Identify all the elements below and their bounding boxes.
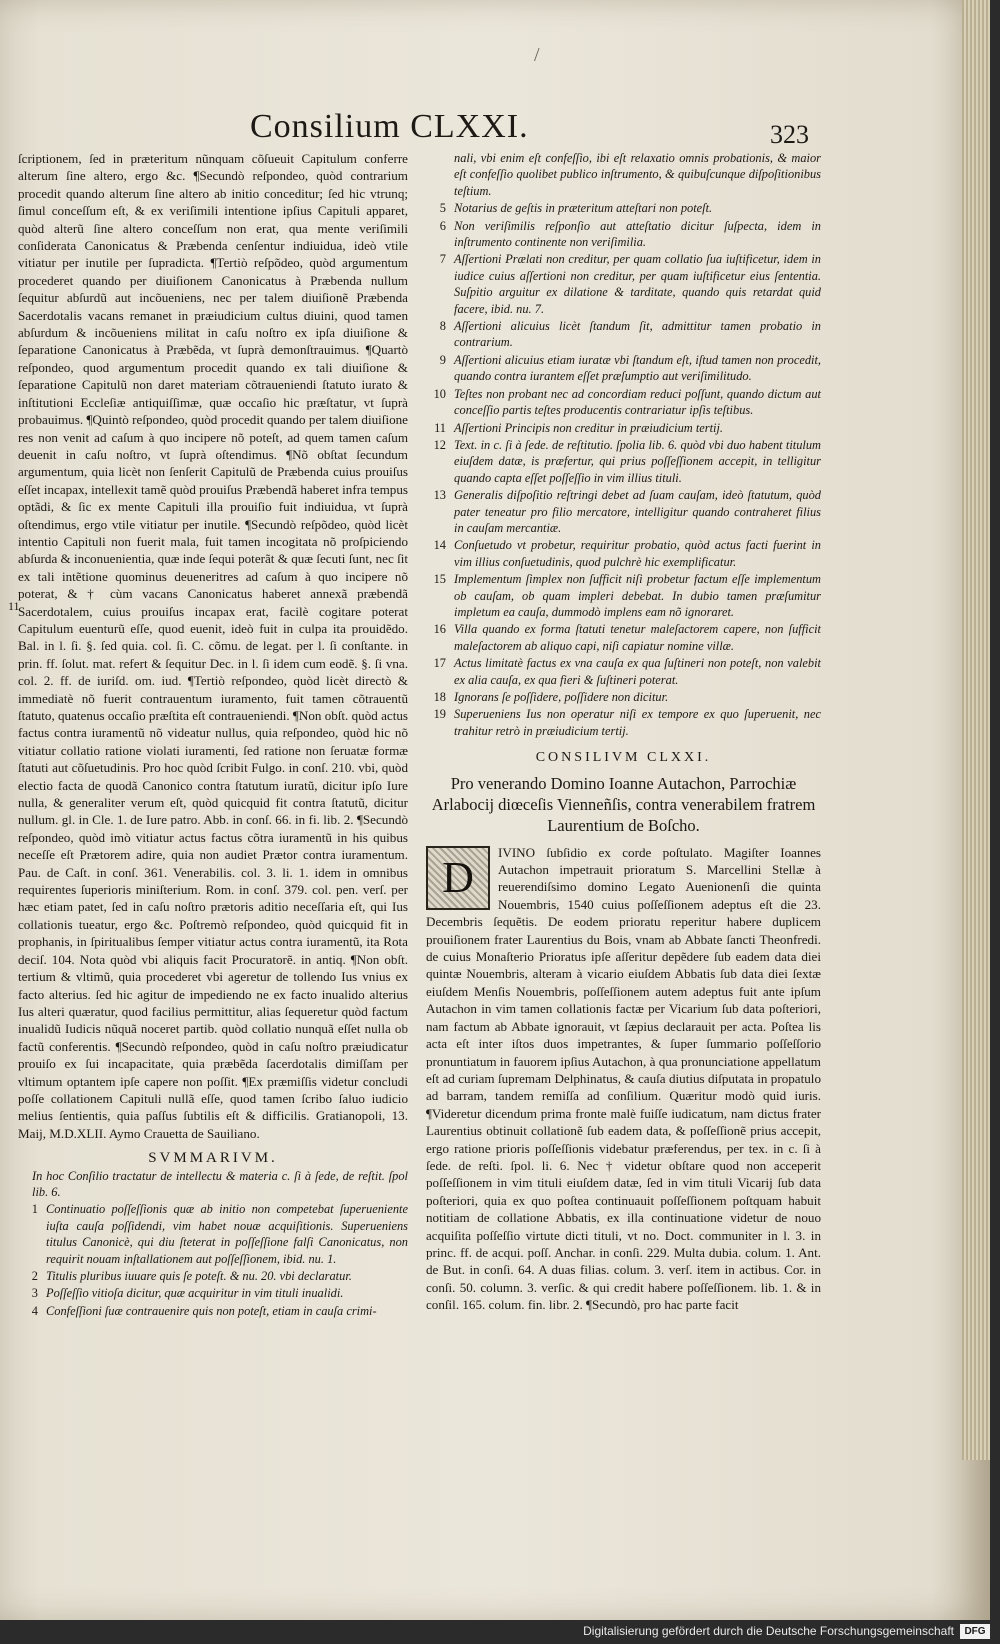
note-number: 12	[433, 437, 446, 452]
note-text: Non veriſimilis reſponſio aut atteſtatio dicitur ſuſpecta, idem in inſtrumento continente non veriſimilia.	[454, 218, 821, 250]
note-number: 19	[433, 707, 446, 722]
note-number: 10	[433, 386, 446, 401]
summary-heading: SVMMARIVM.	[148, 1150, 278, 1167]
note-number: 17	[433, 656, 446, 671]
decorated-initial	[426, 846, 490, 910]
note-text: Notarius de geſtis in præteritum atteſtari non poteſt.	[454, 201, 713, 216]
note-text: Teſtes non probant nec ad concordiam reduci poſſunt, quando dictum aut conceſſio partis teſtes producentis contrariatur ipſis teſtibus.	[454, 386, 821, 418]
note-text: Poſſeſſio vitioſa dicitur, quæ acquiritur in vim tituli inualidi.	[46, 1286, 344, 1301]
note-number: 16	[433, 622, 446, 637]
summary-note	[426, 352, 821, 385]
consilium-title: Pro venerando Domino Ioanne Autachon, Parrochiæ Arlabocij diœceſis Vienneñſis, contra venerabilem fratrem Laurentium de Boſcho.	[431, 773, 816, 835]
note-text: Implementum ſimplex non ſufficit niſi probetur factum eſſe implementum ob cauſam, ob quam impleri debebat. In dubio tamen præſumitur impletum ea cauſa, dummodò implens eam nõ ignoraret.	[454, 572, 821, 619]
note-number: 3	[31, 1286, 38, 1301]
summary-note	[426, 437, 821, 486]
note-number: 15	[433, 572, 446, 587]
summary-note	[18, 1303, 408, 1319]
left-body-text: ſcriptionem, ſed in præteritum nũnquam cõſueuit Capitulum conferre alterum ſine altero, ergo &c. ¶Secundò reſpondeo, quòd contrarium procedit quando alterum ſine altero ab initio conceditur; ſed hic vtrunq; ſimul conceſſum eſt, & ex veriſimili intentione ipſius Capituli apparet, quòd alterũ ſine altero conceſſum non erat, qua mente veriſimili conſiderata Canonicatus & Præbenda cenſentur indiuidua, ideò vtile vitiatur per inutile per ſupradicta. ¶Tertiò reſpõdeo, quòd argumentum procederet quando per diuiſionem Canonicatus à Præbenda nullum ſequitur abſurdũ aut incõueniens, nec per talem diuiſionẽ Præbenda Sacerdotalis vacans remanet in præiudicium cultus diuini, quod tamen abſurdum & incõueniens militat in caſu noſtro ex ipſa diuiſione & ſeparatione Canonicatus à Præbẽda, vt ſuprà demonſtrauimus. ¶Quartò reſpondeo, quod argumentum procedit quando ex tali diuiſione & ſeparatione Capitulũ non daret materiam cõtraueniendi ſtatuto iurato & inſtitutioni Eccleſiæ antiquiſſimæ, quæ occaſio hic præſtatur, vt ſuprà probauimus. ¶Quintò reſpondeo, quòd procedit quando per talem diuiſione res non venit ad caſum à quo incipere nõ poteſt, ad quem tamen caſum deuenit in caſu noſtro, vt ſuprà oſtendimus. ¶Nõ obſtat ſecundum argumentum, quia licèt non ſenſerit Capitulũ de Præbenda cuius prouiſus eſſet incapax, intellexit tamẽ quòd prouiſus Præbendã haberet infra tempus optãdi, & ſic ex mente Capituli illa prouiſio fuit indiuidua, vt ſuprà oſtendimus, ergo vtile vitiatur per inutile. ¶Secundò reſpõdeo, quòd licèt intentio Capituli non fuerit mala, fuit tamen incogitata nõ proſpiciendo abſurda & inconuenientia, quæ inde ſequi poterãt & quæ ſecuti ſunt, nec ſit ex tali intẽtione quominus deueneritres ad caſum à quo incipere nõ poterat, & † cùm vacans Canonicatus haberet annexã præbendã Sacerdotalem, cuius prouiſus incapax erat, facilè cogitare poterat Capitulum euenturũ eſſe, quod euenit, ideò fuit in culpa ita prouidẽdo. Bal. in l. ſi. §. ſed quia. col. ſi. C. cõmu. de legat. per l. ſi conſtante. in prin. ff. ſolut. mat. refert & ſequitur Dec. in l. ſi idem cum eodẽ. §. ſi vna. col. 2. ff. de iuriſd. om. iud. ¶Tertiò reſpondeo, quòd licèt directò & immediatè nõ fuerit contrauentum iuramento, fuit tamen cõtrauentũ ſtatuto, quatenus occaſio præſtita eſt contraueniendi. ¶Non obſt. quòd actus factus contra iuramentũ nõ videatur nullus, quia reſpondeo, quòd hic nõ vitiatur collatio ratione violati iuramenti, ſed ratione non ſeruatæ formæ ſtatuti aut cõſuetudinis. Pro hoc quòd ſcribit Fulgo. in conſ. 210. vbi, quòd electio facta de quodã Canonico contra ſtatutum iuratũ, dicitur ipſo Iure nulla, & generaliter verum eſt, quòd quicquid fit contra ſtatutũ, dicitur nullum. gl. in Cle. 1. de Iure patro. Abb. in conſ. 66. in fi. lib. 2. ¶Secundò reſpondeo, quòd imò vitiatur actus factus cõtra iuramentũ in his quibus neceſſe eſt Prætorem adire, quia non audiet Prætor contra iuramentum. Pau. de Caſt. in conſ. 361. Venerabilis. col. 3. li. 1. idem in omnibus requirentes ſuperioris miniſterium. Rom. in conſ. 379. col. pen. verſ. per hæc etiam patet, ſed in caſu noſtro prætoris aditio neceſſaria eſt, qui Ius collationis tueatur, ergo &c. Poſtremò reſpondeo, quòd quicquid fit in prophanis, in ſpiritualibus ſemper vitiatur actus contra iuramentũ, ita Rota deciſ. 104. Nota quòd vbi aliquis facit Procuratorẽ. in antiq. ¶Non obſt. tertium & vltimũ, quia procederet vbi ageretur de tollendo Ius vnius ex facto alterius. ſed hic agitur de impediendo ne ex facto inualido alterius Ius alteri quæratur, quod facilius permittitur, alias ſequeretur quòd factum inualidũ Iudicis nũquã noceret partib. quòd collatio nunquã eſſet nulla ob factũ conferentis. ¶Secundò reſpondeo, quòd in caſu noſtro præiudicatur prouiſo ex ſui incapacitate, quia præbẽda ſacerdotalis dimiſſam per vltimum optantem ipſe capere non poſſit. ¶Ex præmiſſis videtur concludi poſſe collationem Capituli nullã eſſe, quod tamen ſcribo ſaluo iudicio melius ſentientis, quia paſſus ſubtilis eſt & difficilis. Gratianopoli, 13. Maij, M.D.XLII. Aymo Crauetta de Sauiliano.	[18, 151, 408, 1141]
note-text: Aſſertioni alicuius licèt ſtandum ſit, admittitur tamen probatio in contrarium.	[454, 319, 821, 350]
summary-note	[426, 150, 821, 199]
summary-note	[426, 689, 821, 705]
note-number: 6	[439, 218, 446, 233]
summary-note	[426, 386, 821, 419]
note-number: 8	[439, 319, 446, 334]
footer-bar	[0, 1620, 1000, 1644]
dfg-logo: DFG	[960, 1624, 990, 1639]
summary-note	[426, 706, 821, 739]
note-number: 4	[31, 1303, 38, 1318]
note-text: Aſſertioni Prælati non creditur, per quam collatio ſua iuſtificetur, idem in iudice cuius aſſertioni non creditur, per quam iuſtificetur eius ſententia. Suſpitio arguitur ex dilatione & tarditate, quando quis retardat quid facere, ibid. nu. 7.	[454, 252, 821, 316]
funding-credit: Digitalisierung gefördert durch die Deutsche Forschungsgemeinschaft	[583, 1624, 954, 1638]
summary-note	[426, 200, 821, 216]
note-text: nali, vbi enim eſt confeſſio, ibi eſt relaxatio omnis probationis, & maior eſt confeſſio quolibet publico inſtrumento, & quibuſcunque diſpoſitionibus teſtium.	[454, 151, 821, 198]
summary-note	[18, 1268, 408, 1284]
summary-note	[426, 571, 821, 620]
note-number: 2	[31, 1269, 38, 1283]
summary-note	[426, 318, 821, 351]
summary-note	[426, 621, 821, 654]
note-text: Generalis diſpoſitio reſtringi debet ad ſuam cauſam, ideò ſtatutum, quòd pater teneatur pro filio mercatore, intelligitur quando contraheret filius in cauſam mercantiæ.	[454, 488, 821, 535]
consilium-body-text: IVINO ſubſidio ex corde poſtulato. Magiſter Ioannes Autachon impetrauit prioratum S. Marcellini Stellæ à reuerendiſsimo domino Legato Auenionenſi die quinta Nouembris, 1540 cuius poſſeſſionem adeptus eſt die 23. Decembris ſequẽtis. De eodem prioratu reperitur habere duplicem prouiſionem frater Laurentius du Bois, vnam ab Abbate ſancti Theonfredi. de cuius Monaſterio Prioratus ipſe aſſeritur depẽdere ſub eadem data diei quintæ Nouembris, alteram à vicario eiuſdem Abbatis ſub data diei ſextæ eiuſdem Menſis Nouembris, poſſeſſionem autem adeptus fuit ante ipſum Autachon in vim tamen collationis factæ per Vicarium ſub data poſteriori, nam factum ab Abbate ignorauit, vt ſæpius declarauit per acta. Poſtea lis acta eſt inter iſtos duos impetrantes, & ſuper ſummario poſſeſſorio pronuntiatum in fauorem ipſius Autachon, à qua pronunciatione appellatum eſt ad curiam ſupremam Delphinatus, & cauſa diutius diſputata in propatulo ad barram, tandem remiſſa ad conſilium. Quæritur modò quid iuris. ¶Videretur dicendum prima fronte malè fuiſſe iudicatum, nam dictus frater Laurentius obtinuit collationẽ ſub eadem data, & poſſeſſionẽ prius accepit, ergo ratione prioris poſſeſſionis videbatur præferendus, per tex. in c. ſi à ſede. de reſti. ſpol. li. 6. Nec † videtur obſtare quod non acceperit poſſeſſionem in vim tituli eiuſdem datæ, ſed in vim tituli Vicarij ſub data poſteriori, quia ex quo poſtea continuauit poſſeſſionem poſtquam habuit notitiam de collatione Abbatis, ex illa continuatione videtur de nouo acquiſita poſſeſſio virtute dicti tituli, vt no. Doct. communiter in l. 3. in princ. ff. de acqui. poſſ. Anchar. in conſi. 229. Multa dubia. colum. 1. Ant. de But. in conſi. 64. A duas filias. colum. 3. verſ. item in actibus. Cor. in conſi. 50. column. 3. verſic. & qui credit habere poſſeſſionem. lib. 1. & in conſil. 165. colum. fin. libr. 2. ¶Secundò, pro hac parte facit	[426, 844, 821, 1313]
note-text: Aſſertioni Principis non creditur in præiudicium tertij.	[454, 420, 724, 435]
summary-note	[426, 487, 821, 536]
note-text: Actus limitatè factus ex vna cauſa ex qua ſuſtineri non poteſt, non valebit ex alia cauſa, ex qua fieri & ſuſtineri poterat.	[454, 656, 821, 687]
page-number: 323	[770, 120, 809, 149]
consilium-body	[426, 844, 821, 1314]
right-column	[426, 150, 821, 1314]
running-title: Consilium CLXXI.	[250, 108, 529, 145]
summary-note	[426, 537, 821, 570]
left-column	[18, 150, 408, 1320]
consilium-heading: CONSILIVM CLXXI.	[535, 750, 712, 766]
note-number: 18	[433, 690, 446, 704]
note-number: 9	[439, 352, 446, 367]
note-text: Text. in c. ſi à ſede. de reſtitutio. ſpolia lib. 6. quòd vbi duo habent titulum eiuſdem datæ, is præfertur, qui prius poſſeſſionem accepit, in telligitur quando capta eſſet poſſeſſio in vim illius tituli.	[454, 437, 821, 485]
note-text: Continuatio poſſeſſionis quæ ab initio non competebat ſuperueniente iuſta cauſa poſſidendi, vim habet nouæ acquiſitionis. Superueniens titulus Canonicè, qui diu ſteterat in poſſeſſione falſi Canonicatus, non requirit nouam inſtallationem aut poſſeſſionem, ibid. nu. 1.	[46, 1202, 408, 1266]
summary-note	[426, 251, 821, 317]
note-text: Aſſertioni alicuius etiam iuratæ vbi ſtandum eſt, iſtud tamen non procedit, quando contra iurantem eſſet præſumptio aut veriſimilitudo.	[454, 352, 821, 384]
note-number: 7	[439, 252, 446, 267]
page-header	[250, 108, 809, 152]
note-number: 13	[433, 488, 446, 503]
note-text: Villa quando ex forma ſtatuti tenetur maleſactorem capere, non ſufficit maleſactorem ab aliquo capi, niſi capiatur nomine villæ.	[454, 622, 821, 653]
note-text: Ignorans ſe poſſidere, poſſidere non dicitur.	[454, 690, 669, 704]
note-text: Titulis pluribus iuuare quis ſe poteſt. & nu. 20. vbi declaratur.	[46, 1269, 352, 1283]
note-text: Superueniens Ius non operatur niſi ex tempore ex quo ſuperuenit, nec trahitur retrò in præiudicium tertij.	[454, 707, 821, 738]
initial-letter: D	[428, 848, 488, 908]
note-text: Conſuetudo vt probetur, requiritur probatio, quòd actus facti fuerint in vim illius conſuetudinis, quod pulchrè hic exemplificatur.	[454, 538, 821, 569]
summary-note	[18, 1201, 408, 1267]
note-number: 1	[31, 1202, 38, 1217]
note-number: 5	[439, 201, 446, 216]
summary-note	[426, 655, 821, 688]
summary-note	[426, 420, 821, 436]
page-edge	[962, 0, 990, 1460]
margin-number: 11	[8, 599, 20, 613]
note-number: 14	[433, 538, 446, 553]
note-number: 11	[434, 420, 446, 435]
summary-note	[18, 1285, 408, 1301]
summary-intro: In hoc Conſilio tractatur de intellectu & materia c. ſi à ſede, de reſtit. ſpol lib. 6.	[32, 1168, 408, 1199]
note-text: Confeſſioni ſuæ contrauenire quis non poteſt, etiam in cauſa crimi-	[46, 1303, 377, 1318]
pencil-mark: /	[534, 44, 540, 66]
summary-note	[426, 218, 821, 251]
